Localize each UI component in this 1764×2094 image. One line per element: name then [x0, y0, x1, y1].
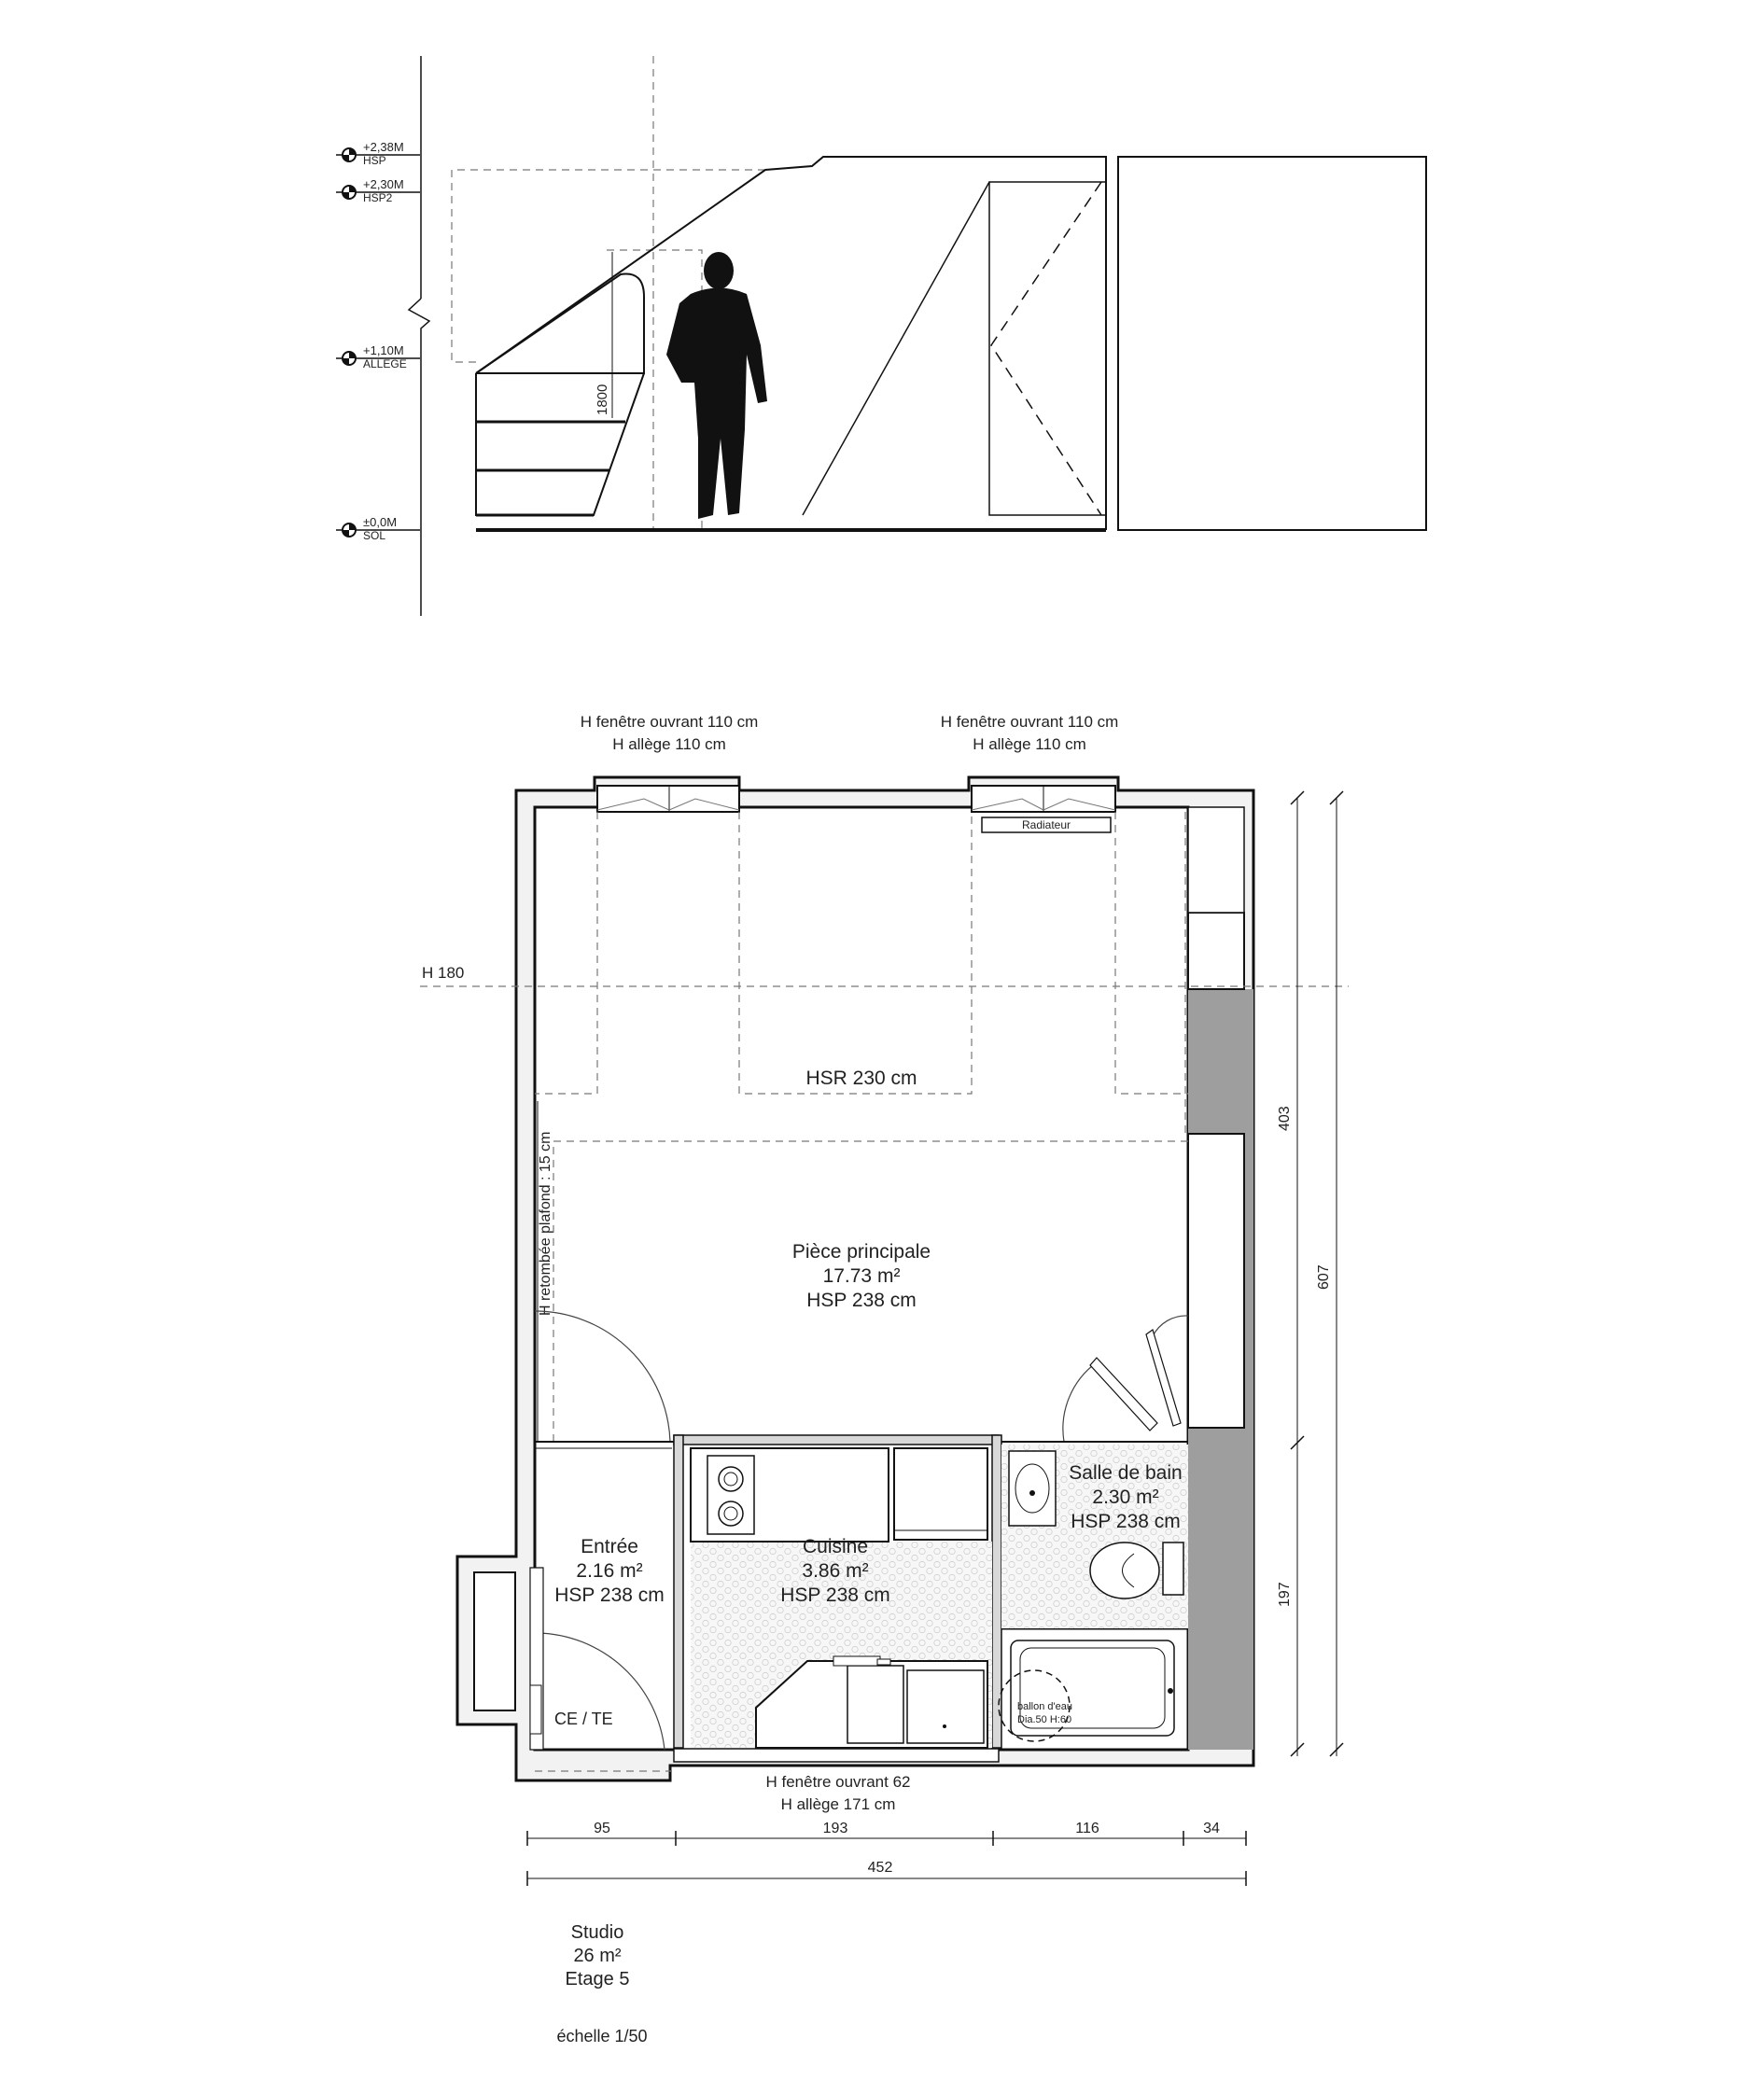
main-room-hsp: HSP 238 cm [806, 1290, 917, 1311]
entry-area: 2.16 m² [576, 1560, 643, 1582]
dimension-vertical [1277, 791, 1343, 1756]
level-sol [336, 515, 420, 542]
entry-hsp: HSP 238 cm [554, 1584, 665, 1606]
unit-type: Studio [570, 1922, 624, 1943]
radiator [982, 817, 1111, 832]
level-name: HSP2 [363, 191, 393, 204]
window-bottom-line2: H allège 171 cm [780, 1795, 896, 1813]
level-value: +2,30M [363, 177, 404, 191]
main-room-area: 17.73 m² [822, 1265, 901, 1287]
hsr-label: HSR 230 cm [805, 1068, 917, 1089]
kitchen-name: Cuisine [802, 1536, 869, 1557]
bath-area: 2.30 m² [1092, 1487, 1159, 1508]
scale-label: échelle 1/50 [556, 2027, 648, 2045]
kitchen-hsp: HSP 238 cm [780, 1584, 890, 1606]
person-silhouette [666, 252, 767, 519]
dim-116: 116 [1075, 1821, 1099, 1836]
section-elevation [336, 56, 1426, 616]
title-block [556, 1922, 647, 2045]
window-bottom-line1: H fenêtre ouvrant 62 [765, 1773, 911, 1791]
entry-name: Entrée [581, 1536, 638, 1557]
unit-floor: Etage 5 [565, 1969, 630, 1989]
floor-plan [420, 713, 1349, 1886]
level-hsp2 [336, 177, 420, 204]
dim-197: 197 [1277, 1582, 1293, 1607]
dim-607: 607 [1316, 1264, 1332, 1290]
bath-hsp: HSP 238 cm [1071, 1511, 1181, 1532]
bath-name: Salle de bain [1069, 1462, 1183, 1484]
retombee-label: H retombée plafond : 15 cm [538, 1131, 553, 1316]
dim-403: 403 [1277, 1106, 1293, 1131]
window-label-line1: H fenêtre ouvrant 110 cm [940, 713, 1119, 731]
level-name: SOL [363, 529, 386, 542]
level-value: +2,38M [363, 140, 404, 154]
window-top-left [597, 786, 739, 812]
window-label-line2: H allège 110 cm [973, 735, 1086, 753]
level-value: ±0,0M [363, 515, 398, 529]
dim-193: 193 [822, 1821, 848, 1836]
level-allege [336, 343, 420, 370]
boiler-label-line1: ballon d'eau [1017, 1701, 1072, 1712]
dimension-horizontal [527, 1821, 1246, 1886]
unit-area: 26 m² [573, 1946, 622, 1966]
dim-95: 95 [594, 1821, 610, 1836]
dim-452: 452 [867, 1860, 893, 1876]
window-label-line2: H allège 110 cm [612, 735, 726, 753]
ce-te-label: CE / TE [554, 1710, 613, 1728]
height-dimension: 1800 [595, 384, 610, 415]
boiler-label-line2: Dia.50 H:60 [1017, 1714, 1072, 1725]
kitchen-area: 3.86 m² [802, 1560, 869, 1582]
level-name: ALLEGE [363, 357, 407, 370]
h180-label: H 180 [422, 964, 465, 982]
window-label-line1: H fenêtre ouvrant 110 cm [580, 713, 759, 731]
level-hsp [336, 140, 420, 167]
dim-34: 34 [1203, 1821, 1220, 1836]
level-value: +1,10M [363, 343, 404, 357]
main-room-name: Pièce principale [791, 1241, 931, 1263]
radiator-label: Radiateur [1021, 818, 1071, 831]
window-top-right [972, 786, 1115, 812]
level-name: HSP [363, 154, 386, 167]
